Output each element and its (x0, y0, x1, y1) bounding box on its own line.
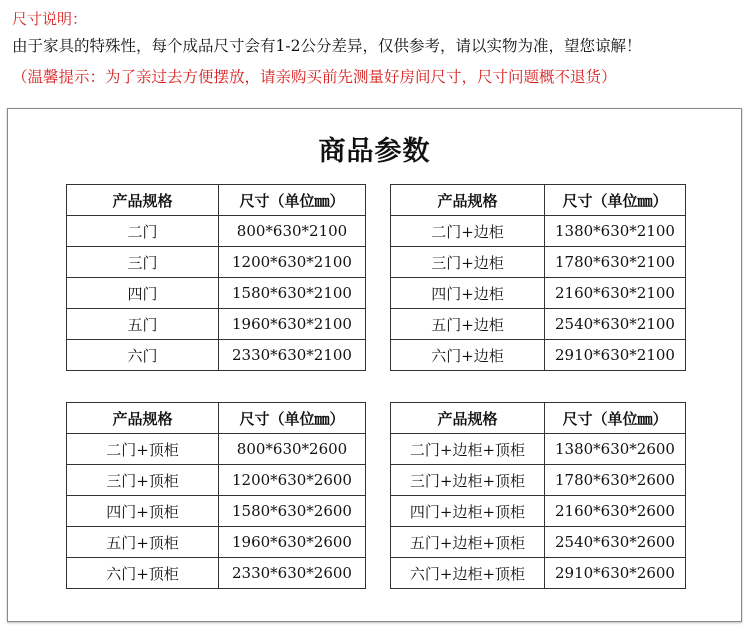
table-row (391, 309, 686, 340)
cell-size: 2910*630*2100 (545, 340, 686, 371)
table-row (391, 465, 686, 496)
cell-size: 1960*630*2600 (219, 527, 366, 558)
size-note-disclaimer: 由于家具的特殊性，每个成品尺寸会有1-2公分差异，仅供参考，请以实物为准，望您谅解！ (12, 37, 642, 55)
cell-size: 2330*630*2600 (219, 558, 366, 589)
table-row (391, 527, 686, 558)
panel-title: 商品参数 (318, 136, 431, 167)
cell-spec: 四门+边柜 (391, 278, 545, 309)
spec-table-basic (66, 184, 366, 371)
spec-table-top-cabinet (66, 402, 366, 589)
table-row (391, 278, 686, 309)
header-size: 尺寸（单位㎜） (219, 403, 366, 434)
cell-spec: 二门+边柜 (391, 216, 545, 247)
cell-spec: 四门+顶柜 (67, 496, 219, 527)
header-spec: 产品规格 (67, 403, 219, 434)
cell-spec: 五门 (67, 309, 219, 340)
cell-spec: 五门+边柜+顶柜 (391, 527, 545, 558)
cell-size: 1580*630*2100 (219, 278, 366, 309)
table-row (67, 558, 366, 589)
cell-size: 2910*630*2600 (545, 558, 686, 589)
cell-spec: 三门+顶柜 (67, 465, 219, 496)
cell-size: 2160*630*2600 (545, 496, 686, 527)
cell-spec: 六门 (67, 340, 219, 371)
table-row (67, 527, 366, 558)
header-spec: 产品规格 (391, 185, 545, 216)
product-parameters-panel (7, 108, 742, 622)
cell-size: 1200*630*2600 (219, 465, 366, 496)
cell-size: 2330*630*2100 (219, 340, 366, 371)
cell-spec: 六门+边柜 (391, 340, 545, 371)
table-row (67, 465, 366, 496)
cell-size: 1580*630*2600 (219, 496, 366, 527)
cell-size: 2540*630*2600 (545, 527, 686, 558)
cell-size: 1780*630*2100 (545, 247, 686, 278)
header-spec: 产品规格 (67, 185, 219, 216)
table-row (391, 216, 686, 247)
table-header-row (67, 185, 366, 216)
cell-size: 1380*630*2100 (545, 216, 686, 247)
cell-size: 1960*630*2100 (219, 309, 366, 340)
cell-size: 1200*630*2100 (219, 247, 366, 278)
table-header-row (391, 403, 686, 434)
cell-size: 800*630*2600 (219, 434, 366, 465)
size-note-reminder: （温馨提示：为了亲过去方便摆放，请亲购买前先测量好房间尺寸，尺寸问题概不退货） (12, 68, 617, 86)
cell-spec: 三门+边柜 (391, 247, 545, 278)
table-row (391, 247, 686, 278)
cell-spec: 二门+边柜+顶柜 (391, 434, 545, 465)
cell-spec: 三门 (67, 247, 219, 278)
table-row (67, 309, 366, 340)
header-size: 尺寸（单位㎜） (219, 185, 366, 216)
cell-spec: 二门+顶柜 (67, 434, 219, 465)
cell-spec: 四门+边柜+顶柜 (391, 496, 545, 527)
table-row (67, 434, 366, 465)
size-note-title: 尺寸说明： (12, 10, 88, 28)
table-row (391, 434, 686, 465)
table-row (391, 558, 686, 589)
cell-spec: 四门 (67, 278, 219, 309)
table-row (391, 340, 686, 371)
cell-spec: 二门 (67, 216, 219, 247)
cell-size: 2160*630*2100 (545, 278, 686, 309)
table-row (67, 216, 366, 247)
table-row (67, 496, 366, 527)
cell-size: 1380*630*2600 (545, 434, 686, 465)
header-size: 尺寸（单位㎜） (545, 185, 686, 216)
table-row (67, 340, 366, 371)
cell-spec: 三门+边柜+顶柜 (391, 465, 545, 496)
header-size: 尺寸（单位㎜） (545, 403, 686, 434)
spec-table-side-cabinet (390, 184, 686, 371)
cell-size: 1780*630*2600 (545, 465, 686, 496)
header-spec: 产品规格 (391, 403, 545, 434)
spec-table-side-top-cabinet (390, 402, 686, 589)
cell-spec: 六门+顶柜 (67, 558, 219, 589)
cell-spec: 五门+边柜 (391, 309, 545, 340)
cell-size: 800*630*2100 (219, 216, 366, 247)
table-header-row (391, 185, 686, 216)
cell-spec: 六门+边柜+顶柜 (391, 558, 545, 589)
table-row (391, 496, 686, 527)
table-row (67, 247, 366, 278)
table-header-row (67, 403, 366, 434)
cell-size: 2540*630*2100 (545, 309, 686, 340)
table-row (67, 278, 366, 309)
cell-spec: 五门+顶柜 (67, 527, 219, 558)
